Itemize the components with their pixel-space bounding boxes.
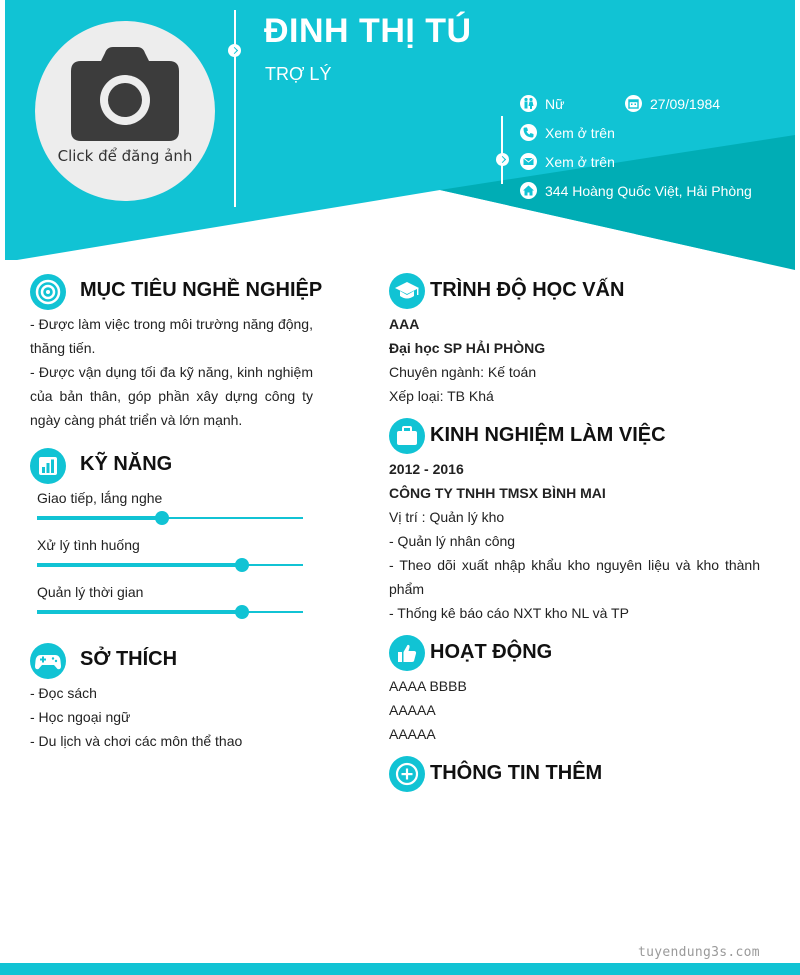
home-icon [520, 182, 537, 199]
phone-info [520, 124, 615, 141]
company-name: CÔNG TY TNHH TMSX BÌNH MAI [389, 485, 606, 501]
plus-circle-icon [389, 756, 425, 792]
skill-label: Xử lý tình huống [37, 537, 140, 553]
hobbies-title: SỞ THÍCH [80, 648, 178, 670]
skill-fill [37, 563, 242, 567]
activity-item: AAAAA [389, 702, 436, 718]
experience-text [389, 457, 760, 625]
education-title: TRÌNH ĐỘ HỌC VẤN [430, 279, 625, 301]
full-name: ĐINH THỊ TÚ [264, 12, 472, 50]
activities-text [389, 674, 760, 746]
skill-label: Giao tiếp, lắng nghe [37, 490, 163, 506]
phone-icon [520, 124, 537, 141]
activity-item: AAAAA [389, 726, 436, 742]
email-info [520, 153, 615, 170]
gender-info [520, 95, 564, 112]
gender-value: Nữ [545, 95, 565, 112]
birthday-value: 27/09/1984 [650, 95, 721, 112]
birthday-info [625, 95, 720, 112]
activity-item: AAAA BBBB [389, 678, 467, 694]
skill-knob [155, 511, 169, 525]
major: Chuyên ngành: Kế toán [389, 364, 537, 380]
watermark: tuyendung3s.com [638, 945, 760, 960]
timeline-dot [228, 44, 241, 57]
contact-dot [496, 153, 509, 166]
skill-fill [37, 610, 242, 614]
objective-line: - Được vận dụng tối đa kỹ năng, kinh nghiệm của bản thân, góp phần xây dựng công ty ngày càng phát triển và lớn mạnh. [30, 364, 313, 428]
position: Vị trí : Quản lý kho [389, 509, 505, 525]
target-icon [30, 274, 66, 310]
cv-header [0, 0, 800, 280]
hobby-item: - Du lịch và chơi các môn thể thao [30, 733, 243, 749]
school-name: Đại học SP HẢI PHÒNG [389, 340, 546, 356]
experience-title: KINH NGHIỆM LÀM VIỆC [430, 424, 666, 446]
hobby-item: - Đọc sách [30, 685, 97, 701]
gender-icon [520, 95, 537, 112]
gamepad-icon [30, 643, 66, 679]
address-info [520, 182, 752, 199]
contact-line [501, 116, 503, 184]
address-value: 344 Hoàng Quốc Việt, Hải Phòng [545, 182, 752, 199]
footer-bar [0, 963, 800, 975]
objective-text [30, 312, 313, 432]
avatar-upload[interactable] [35, 21, 215, 201]
objective-title: MỤC TIÊU NGHỀ NGHIỆP [80, 279, 323, 301]
skill-slider [37, 611, 303, 613]
skills-title: KỸ NĂNG [80, 453, 173, 475]
email-value: Xem ở trên [545, 153, 615, 170]
additional-title: THÔNG TIN THÊM [430, 762, 603, 784]
grade: Xếp loại: TB Khá [389, 388, 494, 404]
skill-slider [37, 564, 303, 566]
experience-period: 2012 - 2016 [389, 461, 464, 477]
activities-title: HOẠT ĐỘNG [430, 641, 553, 663]
skill-knob [235, 558, 249, 572]
photo-caption: Click để đăng ảnh [57, 147, 193, 165]
experience-line: - Theo dõi xuất nhập khẩu kho nguyên liệu và kho thành phẩm [389, 557, 760, 597]
skill-fill [37, 516, 162, 520]
hobbies-text [30, 681, 313, 753]
timeline-line [234, 10, 236, 207]
experience-line: - Quản lý nhân công [389, 533, 516, 549]
email-icon [520, 153, 537, 170]
phone-value: Xem ở trên [545, 124, 615, 141]
job-title: TRỢ LÝ [265, 64, 332, 84]
camera-icon [71, 47, 179, 141]
hobby-item: - Học ngoại ngữ [30, 709, 131, 725]
briefcase-icon [389, 418, 425, 454]
skill-slider [37, 517, 303, 519]
calendar-icon [625, 95, 642, 112]
experience-line: - Thống kê báo cáo NXT kho NL và TP [389, 605, 629, 621]
objective-line: - Được làm việc trong môi trường năng động, thăng tiến. [30, 316, 313, 356]
education-text [389, 312, 760, 408]
skill-label: Quản lý thời gian [37, 584, 144, 600]
graduation-cap-icon [389, 273, 425, 309]
thumbs-up-icon [389, 635, 425, 671]
education-line: AAA [389, 316, 420, 332]
bar-chart-icon [30, 448, 66, 484]
skill-knob [235, 605, 249, 619]
